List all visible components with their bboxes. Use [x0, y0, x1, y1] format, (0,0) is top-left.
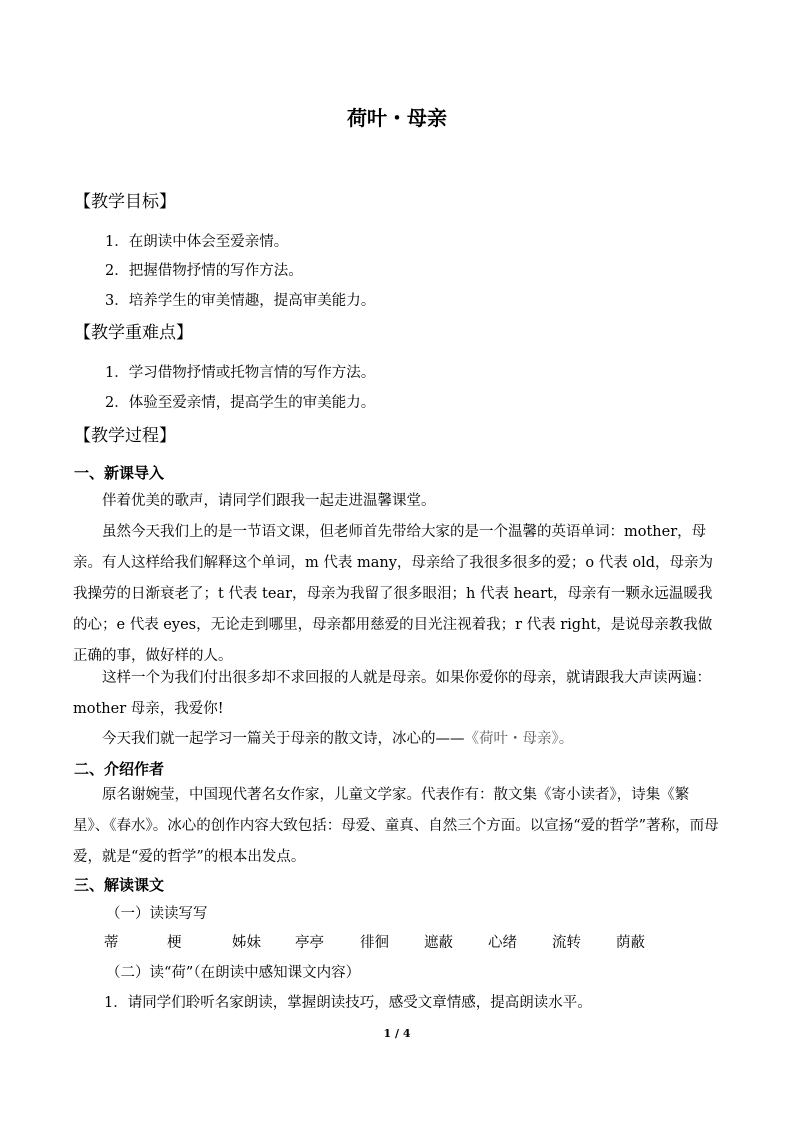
page-number: 1 / 4: [383, 1027, 411, 1040]
paragraph-author: 原名谢婉莹，中国现代著名女作家，儿童文学家。代表作有：散文集《寄小读者》，诗集《繁星》、《春水》。冰心的创作内容大致包括：母爱、童真、自然三个方面。以宣扬“爱的哲学”著称，而母爱，就是“爱的哲学”的根本出发点。: [73, 787, 719, 865]
paragraph-intro-4: [102, 728, 573, 750]
keypoint-item-1: 1．学习借物抒情或托物言情的写作方法。: [105, 365, 376, 381]
subheading-read-lotus: （二）读“荷”（在朗读中感知课文内容）: [106, 965, 361, 981]
intro-4-text: 今天我们就一起学习一篇关于母亲的散文诗，冰心的——: [102, 731, 465, 747]
goal-item-1: 1．在朗读中体会至爱亲情。: [105, 234, 289, 250]
vocab-word: 荫蔽: [616, 935, 645, 951]
section-heading-keypoints: 【教学重难点】: [74, 323, 193, 343]
goal-item-2: 2．把握借物抒情的写作方法。: [105, 263, 303, 279]
vocab-word: 心绪: [488, 935, 517, 951]
section-heading-goals: 【教学目标】: [74, 192, 176, 212]
vocab-word: 徘徊: [360, 935, 389, 951]
keypoint-item-2: 2．体验至爱亲情，提高学生的审美能力。: [105, 395, 376, 411]
vocab-word: 遮蔽: [424, 935, 453, 951]
vocab-word: 蒂: [104, 935, 119, 951]
paragraph-intro-3: 这样一个为我们付出很多却不求回报的人就是母亲。如果你爱你的母亲，就请跟我大声读两遍：mother 母亲，我爱你!: [73, 670, 711, 717]
vocab-word: 姊妹: [232, 935, 261, 951]
intro-4-work-title: 《荷叶・母亲》。: [464, 731, 574, 747]
goal-item-3: 3．培养学生的审美情趣，提高审美能力。: [105, 293, 376, 309]
heading-new-lesson-intro: 一、新课导入: [74, 464, 165, 482]
subheading-read-write: （一）读读写写: [106, 906, 208, 922]
paragraph-intro-2: 虽然今天我们上的是一节语文课，但老师首先带给大家的是一个温馨的英语单词：mother，母亲。有人这样给我们解释这个单词，m 代表 many，母亲给了我很多很多的爱；o 代表 old，母亲为我操劳的日渐衰老了；t 代表 tear，母亲为我留了很多眼泪；h 代表 heart，母亲有一颗永远温暖我的心；e 代表 eyes，无论走到哪里，母亲都用慈爱的目光注视着我；r 代表 right，是说母亲教我做正确的事，做好样的人。: [73, 524, 713, 664]
vocab-word: 流转: [552, 935, 581, 951]
reading-item-1: 1．请同学们聆听名家朗读，掌握朗读技巧，感受文章情感，提高朗读水平。: [104, 995, 592, 1011]
heading-text-reading: 三、解读课文: [74, 876, 165, 894]
vocab-word: 亭亭: [295, 935, 324, 951]
heading-author-intro: 二、介绍作者: [74, 760, 165, 778]
document-title: 荷叶・母亲: [347, 106, 447, 130]
paragraph-intro-1: 伴着优美的歌声，请同学们跟我一起走进温馨课堂。: [102, 493, 436, 509]
section-heading-process: 【教学过程】: [74, 426, 176, 446]
vocab-word: 梗: [167, 935, 182, 951]
vocabulary-row: [104, 932, 664, 954]
